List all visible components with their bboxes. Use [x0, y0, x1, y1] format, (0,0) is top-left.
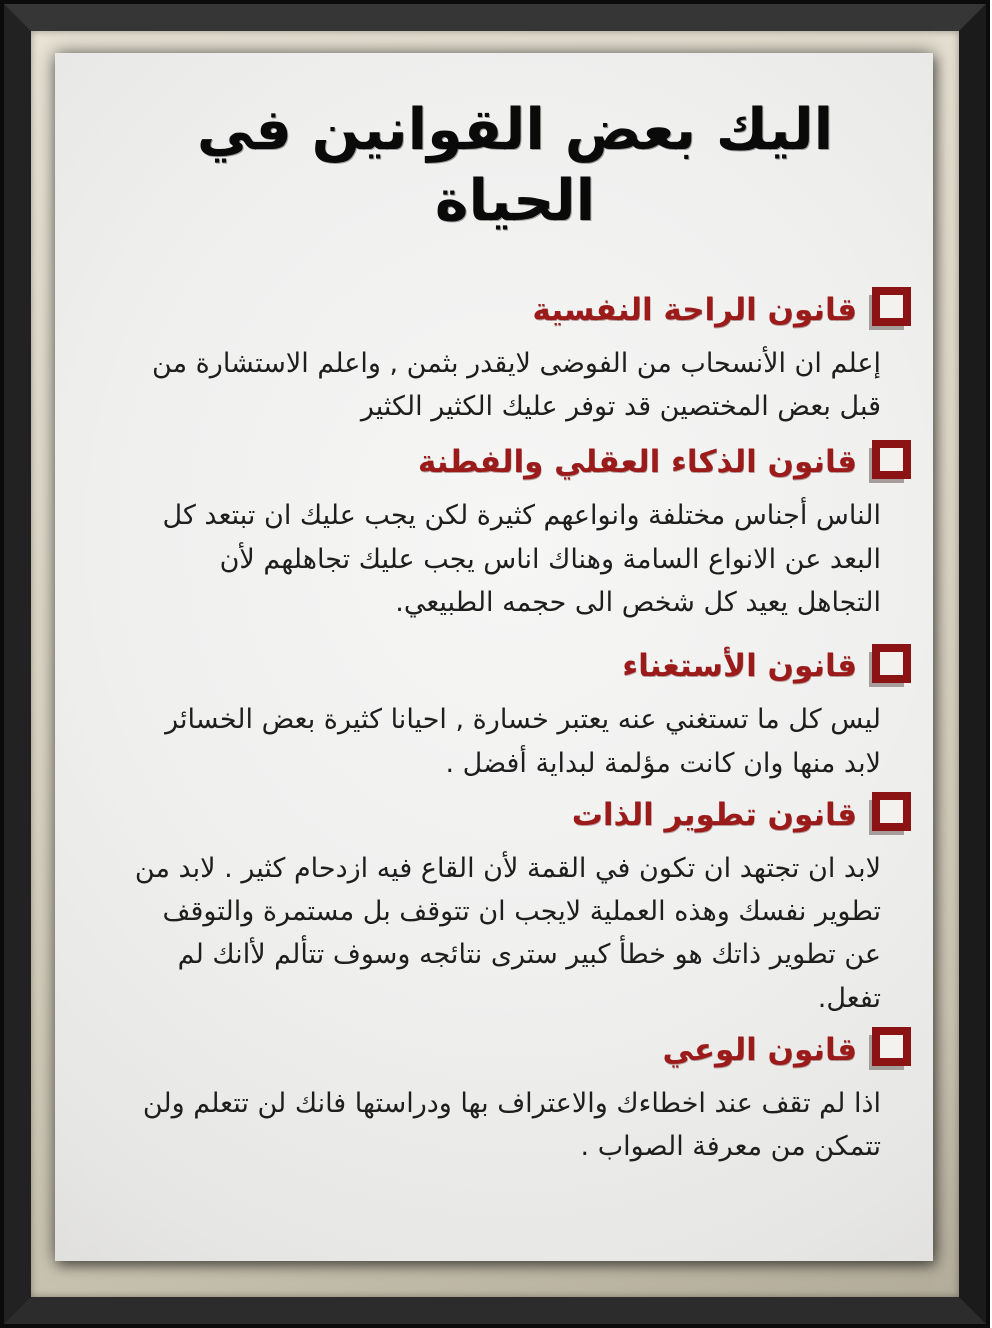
open-square-bullet-icon — [872, 1027, 911, 1066]
section-body: الناس أجناس مختلفة وانواعهم كثيرة لكن يجب عليك ان تبتعد كل البعد عن الانواع السامة وهناك اناس يجب عليك تجاهلهم لأن التجاهل يعيد كل شخص الى حجمه الطبيعي. — [162, 500, 881, 618]
poster-paper — [55, 53, 933, 1261]
section-heading: قانون الذكاء العقلي والفطنة — [417, 444, 857, 481]
poster-title: اليك بعض القوانين في الحياة — [196, 97, 834, 235]
frame-molding — [4, 4, 986, 1324]
section-heading-row — [99, 646, 911, 686]
section-body: لابد ان تجتهد ان تكون في القمة لأن القاع فيه ازدحام كثير . لابد من تطوير نفسك وهذه العملية لايجب ان تتوقف بل مستمرة والتوقف عن تطوير ذاتك هو خطأ كبير سترى نتائجه وسوف تتألم لأانك لم تفعل. — [134, 853, 881, 1014]
section-heading-row — [99, 1030, 911, 1070]
section-heading-row — [99, 442, 911, 482]
law-section — [99, 646, 911, 785]
section-heading: قانون الأستغناء — [622, 648, 857, 685]
open-square-bullet-icon — [872, 644, 911, 683]
section-body: ليس كل ما تستغني عنه يعتبر خسارة , احيانا كثيرة بعض الخسائر لابد منها وان كانت مؤلمة لبداية أفضل . — [165, 704, 881, 779]
section-body: اذا لم تقف عند اخطاءك والاعتراف بها ودراستها فانك لن تتعلم ولن تتمكن من معرفة الصواب . — [142, 1088, 881, 1163]
section-body: إعلم ان الأنسحاب من الفوضى لايقدر بثمن , واعلم الاستشارة من قبل بعض المختصين قد توفر عليك الكثير الكثير — [152, 347, 881, 422]
open-square-bullet-icon — [872, 287, 911, 326]
section-heading-row — [99, 795, 911, 835]
mat-board — [31, 31, 959, 1297]
section-heading: قانون الراحة النفسية — [532, 291, 857, 328]
law-section — [99, 290, 911, 429]
law-sections — [99, 290, 911, 1169]
section-heading-row — [99, 290, 911, 330]
section-heading: قانون تطوير الذات — [571, 796, 857, 833]
open-square-bullet-icon — [872, 440, 911, 479]
open-square-bullet-icon — [872, 792, 911, 831]
section-heading: قانون الوعي — [662, 1031, 857, 1068]
law-section — [99, 1030, 911, 1169]
law-section — [99, 795, 911, 1020]
law-section — [99, 442, 911, 624]
